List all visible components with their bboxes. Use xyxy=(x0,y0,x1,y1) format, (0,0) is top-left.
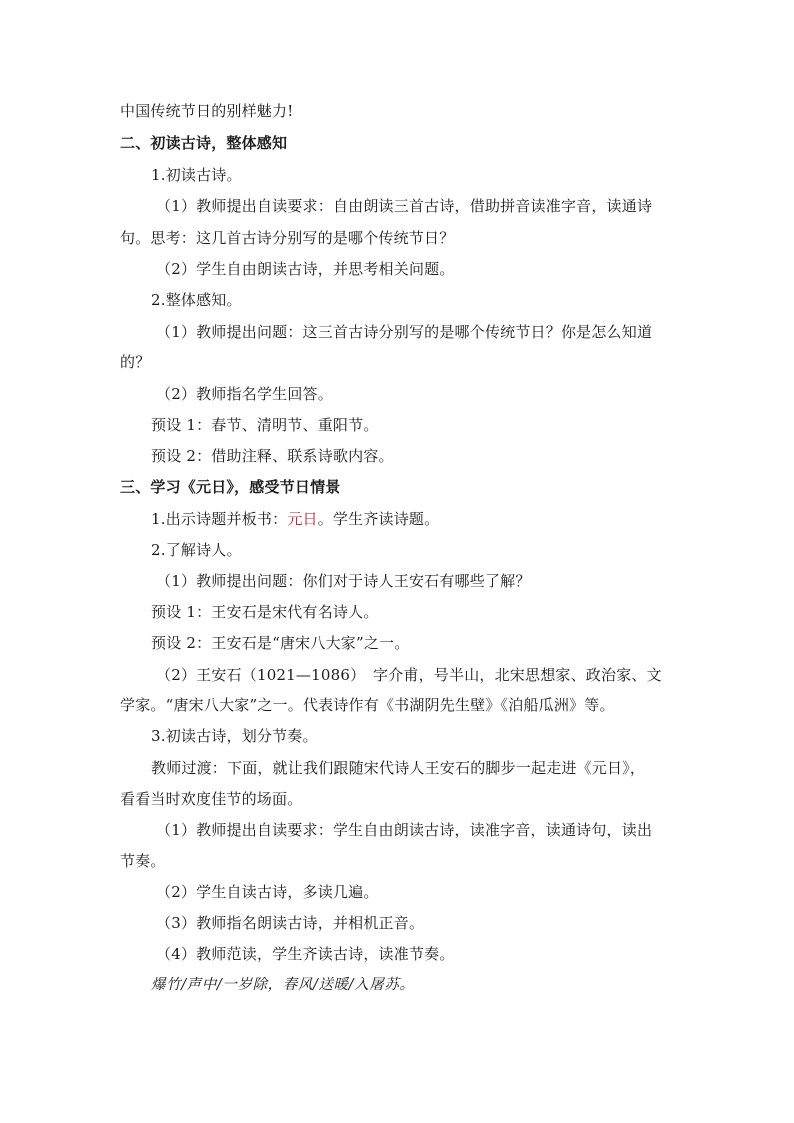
text-line: 学家。“唐宋八大家”之一。代表诗作有《书湖阴先生壁》《泊船瓜洲》等。 xyxy=(120,696,615,714)
text-line: 2.了解诗人。 xyxy=(151,541,242,559)
text-line: （2）教师指名学生回答。 xyxy=(156,385,333,403)
text-line: 节奏。 xyxy=(120,852,166,870)
text-line: 预设 2：王安石是“唐宋八大家”之一。 xyxy=(151,634,410,652)
text-line: （3）教师指名朗读古诗，并相机正音。 xyxy=(156,914,425,932)
text-segment: 1.出示诗题并板书： xyxy=(151,510,288,528)
text-line: （2）学生自读古诗，多读几遍。 xyxy=(156,883,379,901)
text-line: （1）教师提出自读要求：学生自由朗读古诗，读准字音，读通诗句，读出 xyxy=(156,821,653,839)
text-line: 预设 1：春节、清明节、重阳节。 xyxy=(151,416,379,434)
text-line: （1）教师提出自读要求：自由朗读三首古诗，借助拼音读准字音，读通诗 xyxy=(156,197,653,215)
text-line: 的？ xyxy=(120,353,151,371)
text-line: （2）王安石（1021—1086） 字介甫，号半山，北宋思想家、政治家、文 xyxy=(156,666,662,684)
text-line: 教师过渡：下面，就让我们跟随宋代诗人王安石的脚步一起走进《元日》， xyxy=(151,759,646,777)
text-line: 预设 2：借助注释、联系诗歌内容。 xyxy=(151,447,394,465)
text-segment: 。学生齐读诗题。 xyxy=(317,510,440,528)
text-line: 中国传统节日的别样魅力! xyxy=(120,102,294,120)
board-title: 元日 xyxy=(287,510,318,528)
text-line: （1）教师提出问题：你们对于诗人王安石有哪些了解？ xyxy=(156,572,531,590)
text-line: 预设 1：王安石是宋代有名诗人。 xyxy=(151,603,379,621)
poem-rhythm-line: 爆竹/声中/一岁除，春风/送暖/入屠苏。 xyxy=(151,977,415,993)
text-line: 1.初读古诗。 xyxy=(151,166,242,184)
section-heading: 三、学习《元日》，感受节日情景 xyxy=(120,478,341,496)
text-line: （2）学生自由朗读古诗，并思考相关问题。 xyxy=(156,260,455,278)
text-line: 2.整体感知。 xyxy=(151,291,242,309)
section-heading: 二、初读古诗，整体感知 xyxy=(120,134,288,152)
text-line: 句。思考：这几首古诗分别写的是哪个传统节日？ xyxy=(120,229,455,247)
text-line: 看看当时欢度佳节的场面。 xyxy=(120,790,303,808)
text-line: （4）教师范读，学生齐读古诗，读准节奏。 xyxy=(156,945,455,963)
text-line xyxy=(151,509,711,529)
text-line: 3.初读古诗，划分节奏。 xyxy=(151,727,318,745)
text-line: （1）教师提出问题：这三首古诗分别写的是哪个传统节日？你是怎么知道 xyxy=(156,323,653,341)
